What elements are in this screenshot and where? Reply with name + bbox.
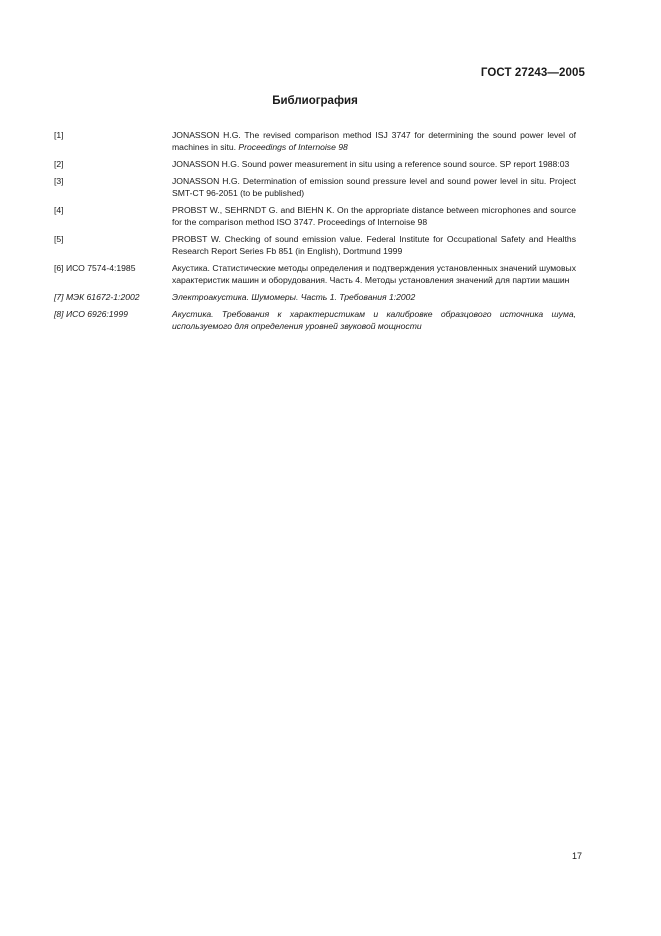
reference-label: [5] <box>54 234 64 244</box>
page-number: 17 <box>571 851 582 861</box>
reference-text: JONASSON H.G. Sound power measurement in situ using a reference sound source. SP report 1988:03 <box>172 159 570 169</box>
reference-text: PROBST W., SEHRNDT G. and BIEHN K. On the appropriate distance between microphones and source for the comparison method ISO 3747. Proceedings of Internoise 98 <box>172 205 576 227</box>
reference-item <box>54 308 576 332</box>
reference-body: JONASSON H.G. The revised comparison method ISJ 3747 for determining the sound power level of machines in situ. <box>172 130 576 152</box>
reference-text: PROBST W. Checking of sound emission value. Federal Institute for Occupational Safety and Healths Research Report Series Fb 851 (in English), Dortmund 1999 <box>172 234 576 256</box>
reference-text: JONASSON H.G. Determination of emission sound pressure level and sound power level in situ. Project SMT-CT 96-2051 (to be published) <box>172 176 576 198</box>
reference-item <box>54 204 576 228</box>
reference-text: Акустика. Требования к характеристикам и калибровке образцового источника шума, используемого для определения уровней звуковой мощности <box>172 309 576 331</box>
reference-label: [3] <box>54 176 64 186</box>
reference-label: [8] ИСО 6926:1999 <box>54 309 128 319</box>
reference-text: Электроакустика. Шумомеры. Часть 1. Требования 1:2002 <box>172 292 416 302</box>
reference-label: [6] ИСО 7574-4:1985 <box>54 263 136 273</box>
reference-label: [7] МЭК 61672-1:2002 <box>54 292 140 302</box>
bibliography-title: Библиография <box>272 95 358 107</box>
reference-item <box>54 262 576 286</box>
reference-text <box>172 129 576 153</box>
standard-designation: ГОСТ 27243—2005 <box>480 67 585 79</box>
reference-item <box>54 129 576 153</box>
reference-label: [4] <box>54 205 64 215</box>
reference-label: [1] <box>54 130 64 140</box>
reference-text: Акустика. Статистические методы определения и подтверждения установленных значений шумовых характеристик машин и оборудования. Часть 4. Методы установления значений для партии машин <box>172 263 576 285</box>
reference-item <box>54 175 576 199</box>
reference-label: [2] <box>54 159 64 169</box>
reference-emphasis: Proceedings of Internoise 98 <box>238 142 348 152</box>
reference-item <box>54 158 576 170</box>
reference-item <box>54 291 576 303</box>
reference-list <box>54 129 576 337</box>
reference-item <box>54 233 576 257</box>
